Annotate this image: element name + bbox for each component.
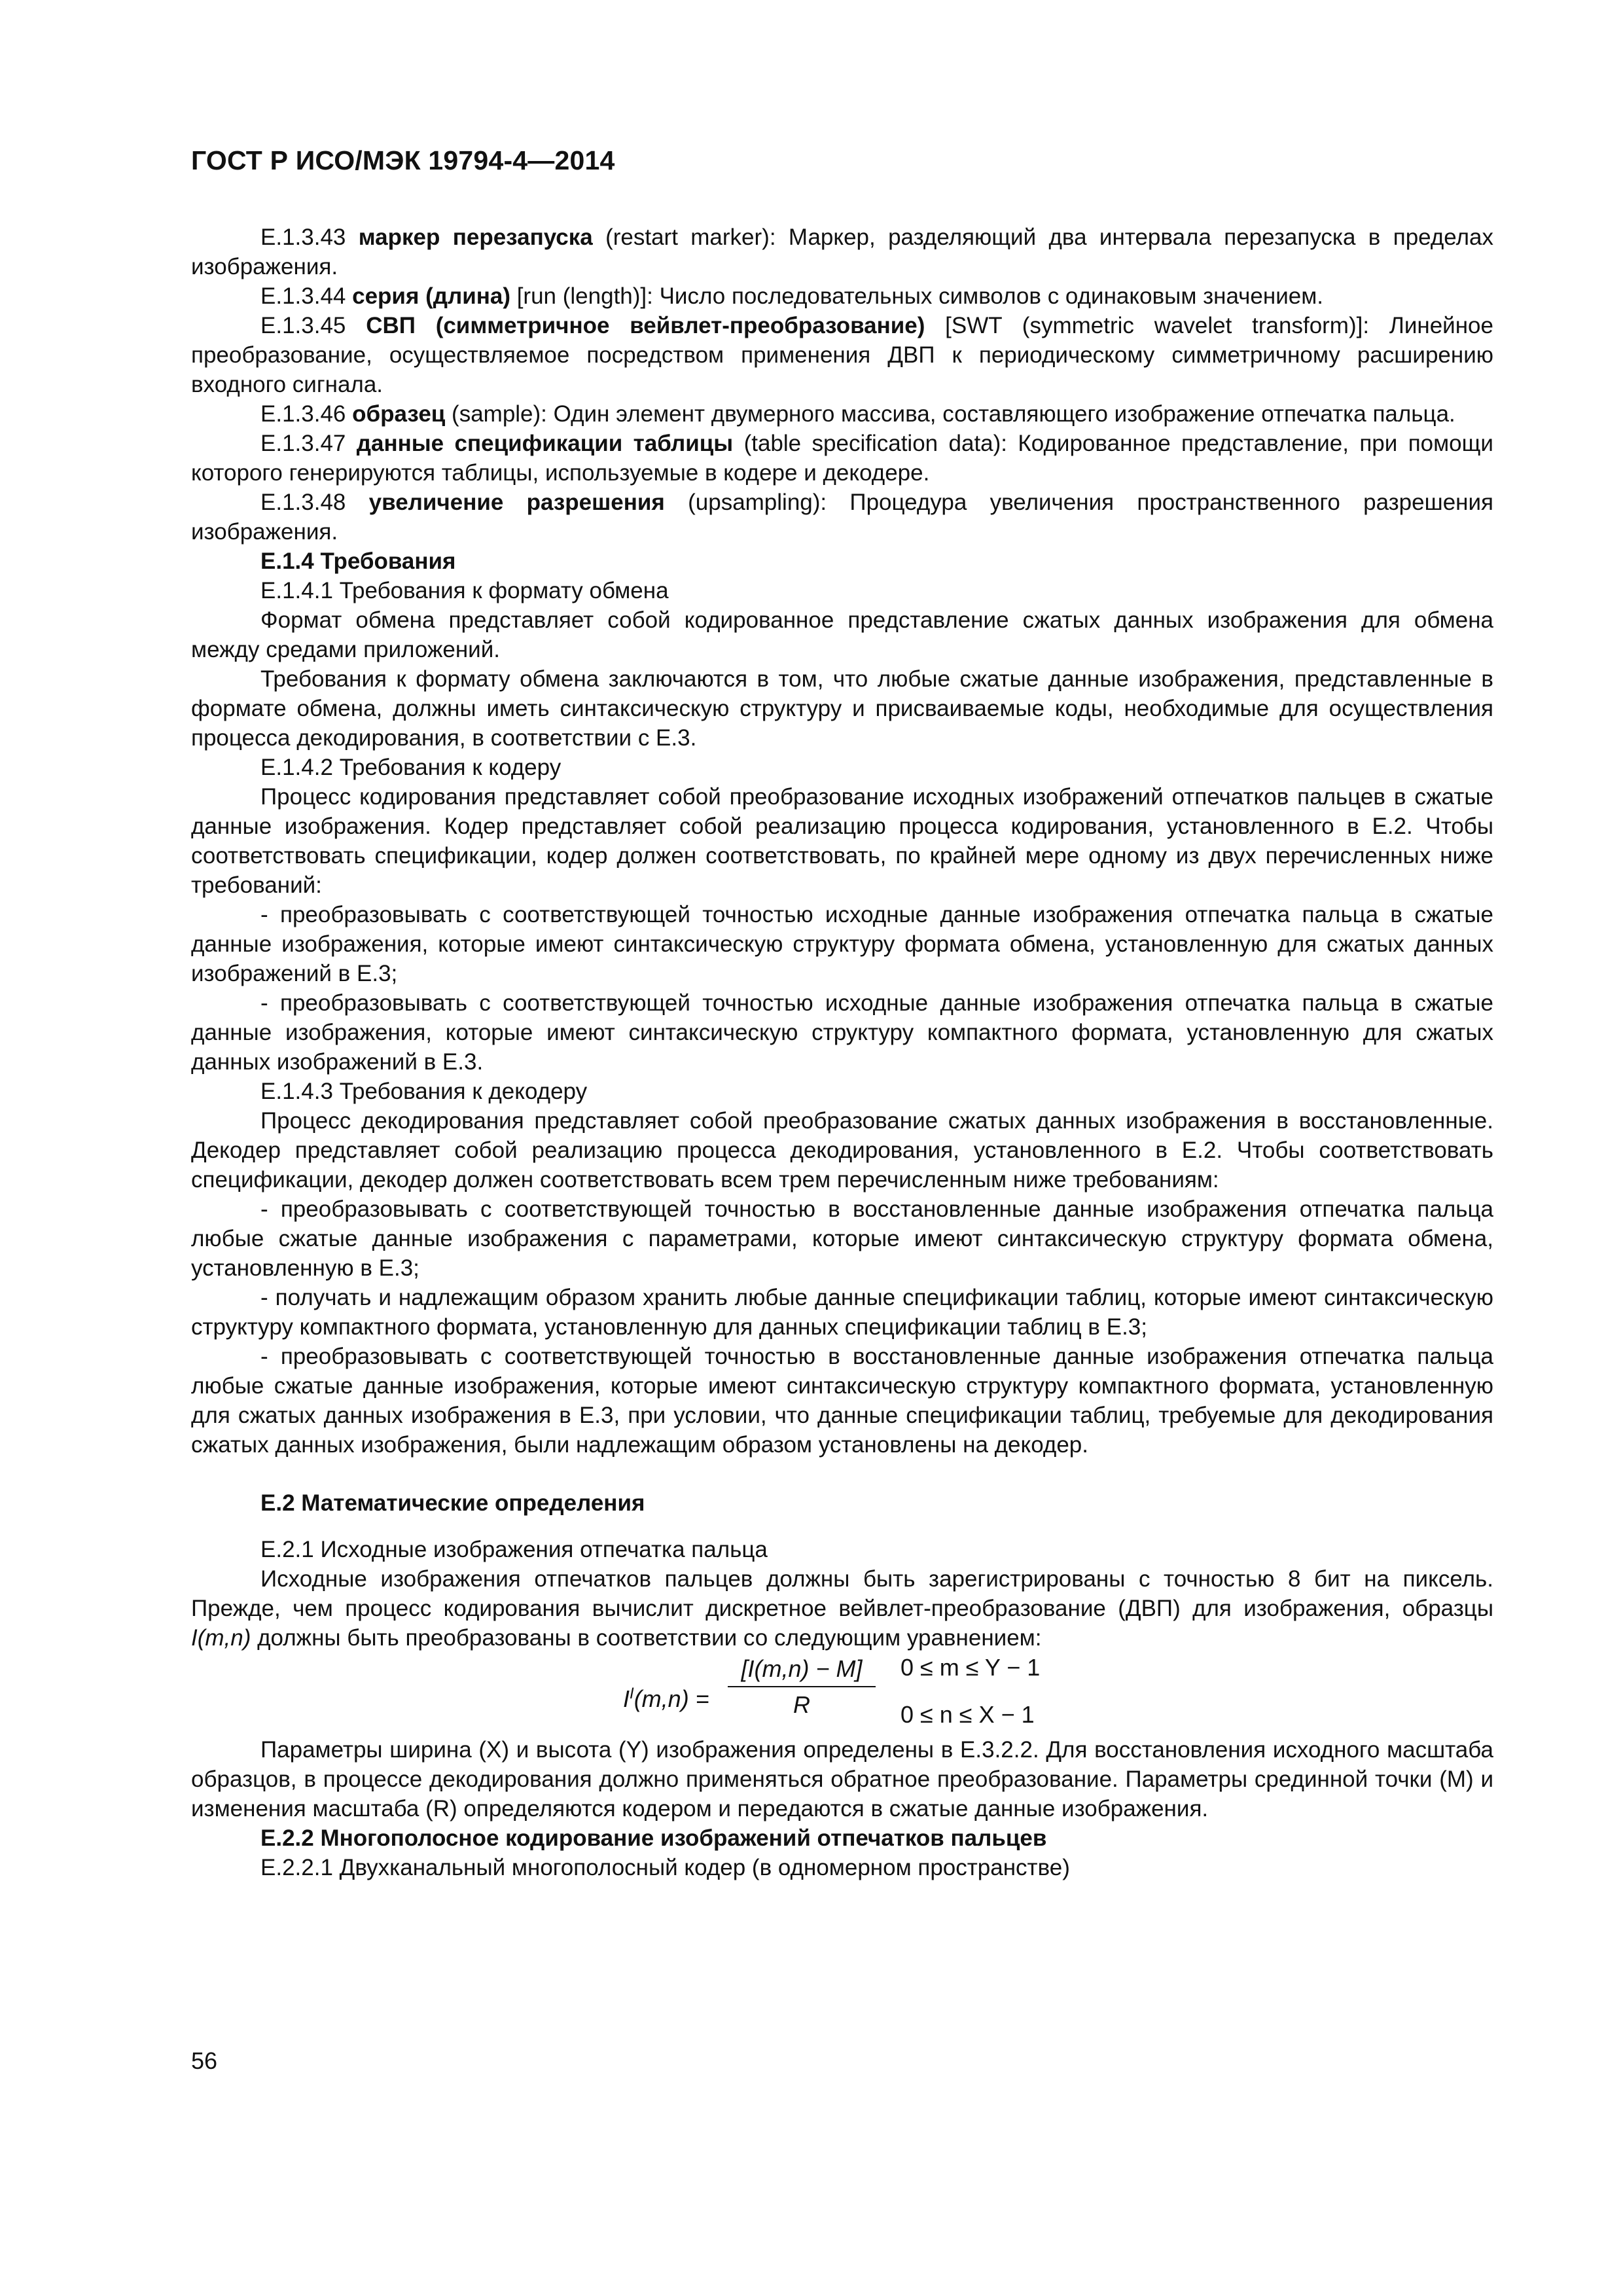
formula-condition-n: 0 ≤ n ≤ X − 1 <box>901 1701 1035 1728</box>
definition-e1345: E.1.3.45 СВП (симметричное вейвлет-преобразование) [SWT (symmetric wavelet transform)]: Линейное преобразование, осуществляемое посредством применения ДВП к периодическому симметричному расширению входного сигнала. <box>191 313 1493 397</box>
paragraph: Процесс декодирования представляет собой преобразование сжатых данных изображения в восстановленные. Декодер представляет собой реализацию процесса декодирования, установленного в E.2. Чтобы соответствовать спецификации, декодер должен соответствовать всем трем перечисленным ниже требованиям: <box>191 1108 1493 1193</box>
formula-denominator: R <box>793 1691 810 1718</box>
document-header: ГОСТ Р ИСО/МЭК 19794-4—2014 <box>191 145 615 175</box>
section-heading-e14: E.1.4 Требования <box>260 548 456 574</box>
paragraph: Формат обмена представляет собой кодированное представление сжатых данных изображения для обмена между средами приложений. <box>191 607 1493 662</box>
normalization-formula <box>191 1653 1493 1735</box>
list-item: - преобразовывать с соответствующей точностью в восстановленные данные изображения отпечатка пальца любые сжатые данные изображения, которые имеют синтаксическую структуру компактного формата, установленную для сжатых данных изображения в E.3, при условии, что данные спецификации таблиц, требуемые для декодирования сжатых данных изображения, были надлежащим образом установлены на декодер. <box>191 1344 1493 1458</box>
definition-e1347: E.1.3.47 данные спецификации таблицы (table specification data): Кодированное представление, при помощи которого генерируются таблицы, используемые в кодере и декодере. <box>191 431 1493 486</box>
formula-lhs: $I^I(m,n)$ = <box>623 1685 709 1712</box>
subsection-title-e141: E.1.4.1 Требования к формату обмена <box>260 578 669 603</box>
formula-numerator: [I(m,n) − M] <box>728 1654 876 1687</box>
list-item: - преобразовывать с соответствующей точностью исходные данные изображения отпечатка пальца в сжатые данные изображения, которые имеют синтаксическую структуру компактного формата, установленную для сжатых данных изображений в E.3. <box>191 990 1493 1075</box>
subsection-title-e142: E.1.4.2 Требования к кодеру <box>260 755 562 780</box>
definition-e1343: E.1.3.43 маркер перезапуска (restart marker): Маркер, разделяющий два интервала перезапуска в пределах изображения. <box>191 224 1493 279</box>
paragraph: Требования к формату обмена заключаются в том, что любые сжатые данные изображения, представленные в формате обмена, должны иметь синтаксическую структуру и присваиваемые коды, необходимые для осуществления процесса декодирования, в соответствии с E.3. <box>191 666 1493 751</box>
subsection-title-e21: E.2.1 Исходные изображения отпечатка пальца <box>260 1537 768 1562</box>
list-item: - получать и надлежащим образом хранить любые данные спецификации таблиц, которые имеют синтаксическую структуру компактного формата, установленную для данных спецификации таблиц в E.3; <box>191 1285 1493 1340</box>
formula-condition-m: 0 ≤ m ≤ Y − 1 <box>901 1654 1041 1681</box>
definition-e1348: E.1.3.48 увеличение разрешения (upsampling): Процедура увеличения пространственного разрешения изображения. <box>191 490 1493 545</box>
formula-fraction <box>728 1654 876 1719</box>
paragraph: Исходные изображения отпечатков пальцев должны быть зарегистрированы с точностью 8 бит на пиксель. Прежде, чем процесс кодирования вычислит дискретное вейвлет-преобразование (ДВП) для изображения, образцы I(m,n) должны быть преобразованы в соответствии со следующим уравнением: <box>191 1566 1493 1651</box>
subsection-title-e221: E.2.2.1 Двухканальный многополосный кодер (в одномерном пространстве) <box>260 1855 1070 1880</box>
paragraph: Параметры ширина (X) и высота (Y) изображения определены в E.3.2.2. Для восстановления исходного масштаба образцов, в процессе декодирования должно применяться обратное преобразование. Параметры срединной точки (M) и изменения масштаба (R) определяются кодером и передаются в сжатые данные изображения. <box>191 1737 1493 1821</box>
list-item: - преобразовывать с соответствующей точностью исходные данные изображения отпечатка пальца в сжатые данные изображения, которые имеют синтаксическую структуру формата обмена, установленную для сжатых данных изображений в E.3; <box>191 902 1493 986</box>
definition-e1346: E.1.3.46 образец (sample): Один элемент двумерного массива, составляющего изображение отпечатка пальца. <box>260 401 1455 427</box>
paragraph: Процесс кодирования представляет собой преобразование исходных изображений отпечатков пальцев в сжатые данные изображения. Кодер представляет собой реализацию процесса кодирования, установленного в E.2. Чтобы соответствовать спецификации, кодер должен соответствовать, по крайней мере одному из двух перечисленных ниже требований: <box>191 784 1493 898</box>
section-heading-e2: E.2 Математические определения <box>260 1490 645 1516</box>
subsection-heading-e22: E.2.2 Многополосное кодирование изображений отпечатков пальцев <box>260 1825 1047 1851</box>
list-item: - преобразовывать с соответствующей точностью в восстановленные данные изображения отпечатка пальца любые сжатые данные изображения с параметрами, которые имеют синтаксическую структуру формата обмена, установленную в E.3; <box>191 1196 1493 1281</box>
page-number: 56 <box>191 2047 218 2074</box>
subsection-title-e143: E.1.4.3 Требования к декодеру <box>260 1079 588 1104</box>
document-body <box>191 223 1493 1882</box>
definition-e1344: E.1.3.44 серия (длина) [run (length)]: Число последовательных символов с одинаковым значением. <box>260 283 1324 309</box>
